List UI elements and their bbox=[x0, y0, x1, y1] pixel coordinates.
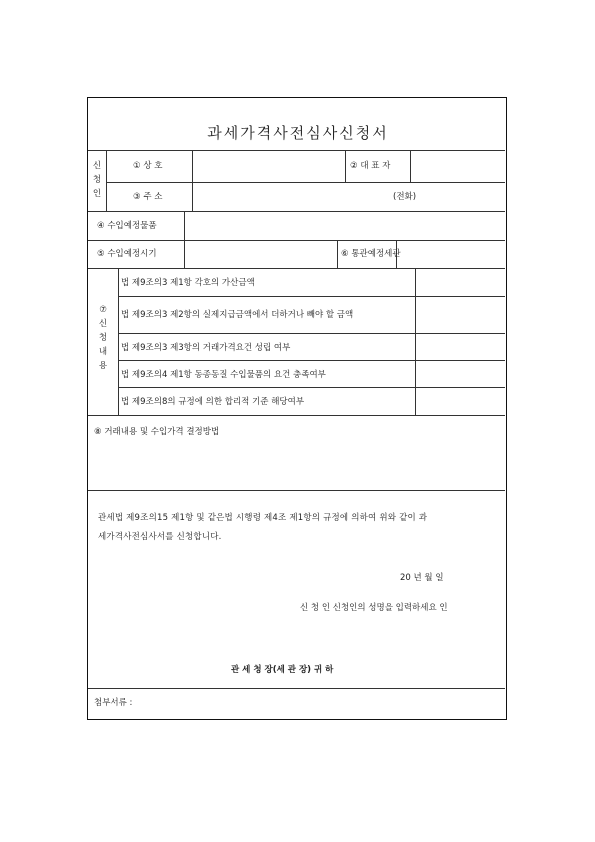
content-side-label: ⑦ 신 청 내 용 bbox=[98, 305, 108, 371]
content-row-1: 법 제9조의3 제1항 각호의 가산금액 bbox=[121, 278, 255, 288]
divider bbox=[106, 182, 505, 183]
recipient: 관 세 청 장(세 관 장) 귀 하 bbox=[231, 665, 334, 675]
company-name-label: ① 상 호 bbox=[133, 161, 163, 171]
application-form bbox=[87, 97, 507, 720]
content-row-4: 법 제9조의4 제1항 동종동질 수입물품의 요건 충족여부 bbox=[121, 370, 326, 380]
divider bbox=[337, 240, 338, 268]
divider bbox=[88, 490, 505, 491]
representative-label: ② 대 표 자 bbox=[350, 161, 391, 171]
date-line: 20 년 월 일 bbox=[400, 573, 444, 583]
transaction-label: ⑧ 거래내용 및 수입가격 결정방법 bbox=[94, 427, 220, 437]
divider bbox=[184, 211, 185, 240]
divider bbox=[88, 268, 505, 269]
divider bbox=[118, 360, 505, 361]
import-time-label: ⑤ 수입예정시기 bbox=[97, 249, 157, 259]
divider bbox=[88, 415, 505, 416]
customs-office-label: ⑥ 통관예정세관 bbox=[341, 249, 401, 259]
divider bbox=[118, 268, 119, 415]
phone-note: (전화) bbox=[393, 192, 417, 202]
divider bbox=[118, 333, 505, 334]
divider bbox=[345, 150, 346, 182]
declaration-text: 관세법 제9조의15 제1항 및 같은법 시행령 제4조 제1항의 규정에 의하여 위와 같이 과 세가격사전심사서를 신청합니다. bbox=[98, 513, 428, 542]
divider bbox=[410, 150, 411, 182]
divider bbox=[88, 211, 505, 212]
divider bbox=[88, 150, 505, 151]
divider bbox=[118, 387, 505, 388]
address-label: ③ 주 소 bbox=[133, 192, 163, 202]
divider bbox=[88, 240, 505, 241]
content-row-3: 법 제9조의3 제3항의 거래가격요건 성립 여부 bbox=[121, 343, 291, 353]
divider bbox=[192, 150, 193, 211]
divider bbox=[184, 240, 185, 268]
applicant-side-label: 신 청 인 bbox=[92, 161, 102, 199]
form-title: 과세가격사전심사신청서 bbox=[207, 124, 389, 142]
divider bbox=[415, 268, 416, 415]
content-row-5: 법 제9조의8의 규정에 의한 합리적 기준 해당여부 bbox=[121, 397, 305, 407]
attachments-label: 첨부서류 : bbox=[94, 698, 133, 708]
divider bbox=[88, 688, 505, 689]
signature-line[interactable]: 신 청 인 신청인의 성명을 입력하세요 인 bbox=[300, 603, 448, 613]
divider bbox=[118, 296, 505, 297]
import-item-label: ④ 수입예정물품 bbox=[97, 221, 157, 231]
content-row-2: 법 제9조의3 제2항의 실제지급금액에서 더하거나 빼야 할 금액 bbox=[121, 310, 354, 320]
divider bbox=[106, 150, 107, 211]
